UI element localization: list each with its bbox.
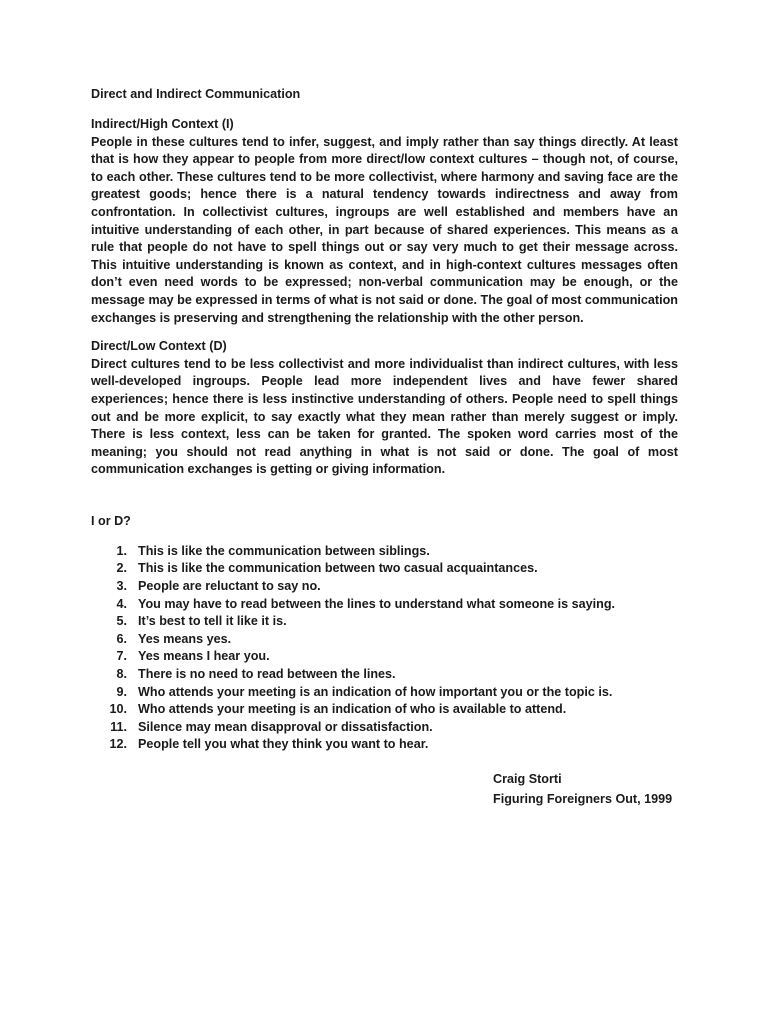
item-text: You may have to read between the lines to understand what someone is saying. (138, 596, 616, 611)
item-number: 9. (116, 684, 127, 699)
section-direct (91, 338, 678, 479)
list-item (91, 560, 678, 578)
section-body-direct: Direct cultures tend to be less collectivist and more individualist than indirect cultures, with less well-developed ingroups. People lead more independent lives and have fewer shared experiences; hence there is less instinctive understanding of others. People need to spell things out and be more explicit, to say exactly what they mean rather than merely suggest or imply. There is less context, less can be taken for granted. The spoken word carries most of the meaning; you should not read anything in what is not said or done. The goal of most communication exchanges is getting or giving information. (91, 356, 678, 477)
list-item (91, 596, 678, 614)
section-body-indirect: People in these cultures tend to infer, suggest, and imply rather than say things directly. At least that is how they appear to people from more direct/low context cultures – though not, of course, to each other. These cultures tend to be more collectivist, where harmony and saving face are the greatest goods; hence there is a natural tendency towards indirectness and away from confrontation. In collectivist cultures, ingroups are well established and members have an intuitive understanding of each other, in part because of shared experiences. This means as a rule that people do not have to spell things out or say very much to get their message across. This intuitive understanding is known as context, and in high-context cultures messages often don’t even need words to be expressed; non-verbal communication may be enough, or the message may be expressed in terms of what is not said or done. The goal of most communication exchanges is preserving and strengthening the relationship with the other person. (91, 134, 678, 325)
attribution-source: Figuring Foreigners Out, 1999 (493, 792, 673, 806)
list-item (91, 613, 678, 631)
list-item (91, 701, 678, 719)
item-number: 7. (116, 649, 127, 664)
list-item (91, 736, 678, 754)
item-number: 11. (110, 719, 127, 734)
list-item (91, 543, 678, 561)
item-text: Who attends your meeting is an indication of how important you or the topic is. (138, 684, 613, 699)
item-number: 8. (116, 667, 127, 682)
item-number: 4. (116, 596, 127, 611)
item-number: 1. (116, 543, 127, 558)
quiz-title: I or D? (91, 513, 131, 528)
item-text: Who attends your meeting is an indication of who is available to attend. (138, 702, 567, 717)
list-item (91, 631, 678, 649)
attribution-author: Craig Storti (493, 772, 562, 786)
item-number: 12. (109, 737, 127, 752)
item-text: Silence may mean disapproval or dissatisfaction. (138, 719, 433, 734)
section-indirect (91, 116, 678, 327)
item-number: 6. (116, 631, 127, 646)
item-number: 5. (116, 614, 127, 629)
item-number: 2. (116, 561, 127, 576)
item-number: 3. (116, 579, 127, 594)
quiz-list (91, 543, 678, 754)
item-text: People are reluctant to say no. (138, 579, 321, 594)
item-text: This is like the communication between siblings. (138, 543, 430, 558)
list-item (91, 684, 678, 702)
item-text: It’s best to tell it like it is. (138, 614, 287, 629)
item-text: Yes means I hear you. (138, 649, 270, 664)
document-title: Direct and Indirect Communication (91, 87, 301, 101)
list-item (91, 648, 678, 666)
item-text: This is like the communication between two casual acquaintances. (138, 561, 538, 576)
attribution (493, 769, 672, 809)
list-item (91, 666, 678, 684)
item-text: People tell you what they think you want to hear. (138, 737, 429, 752)
item-text: Yes means yes. (138, 631, 232, 646)
list-item (91, 719, 678, 737)
section-heading-direct: Direct/Low Context (D) (91, 339, 227, 354)
item-number: 10. (109, 702, 127, 717)
section-heading-indirect: Indirect/High Context (I) (91, 117, 234, 131)
item-text: There is no need to read between the lines. (138, 667, 396, 682)
list-item (91, 578, 678, 596)
